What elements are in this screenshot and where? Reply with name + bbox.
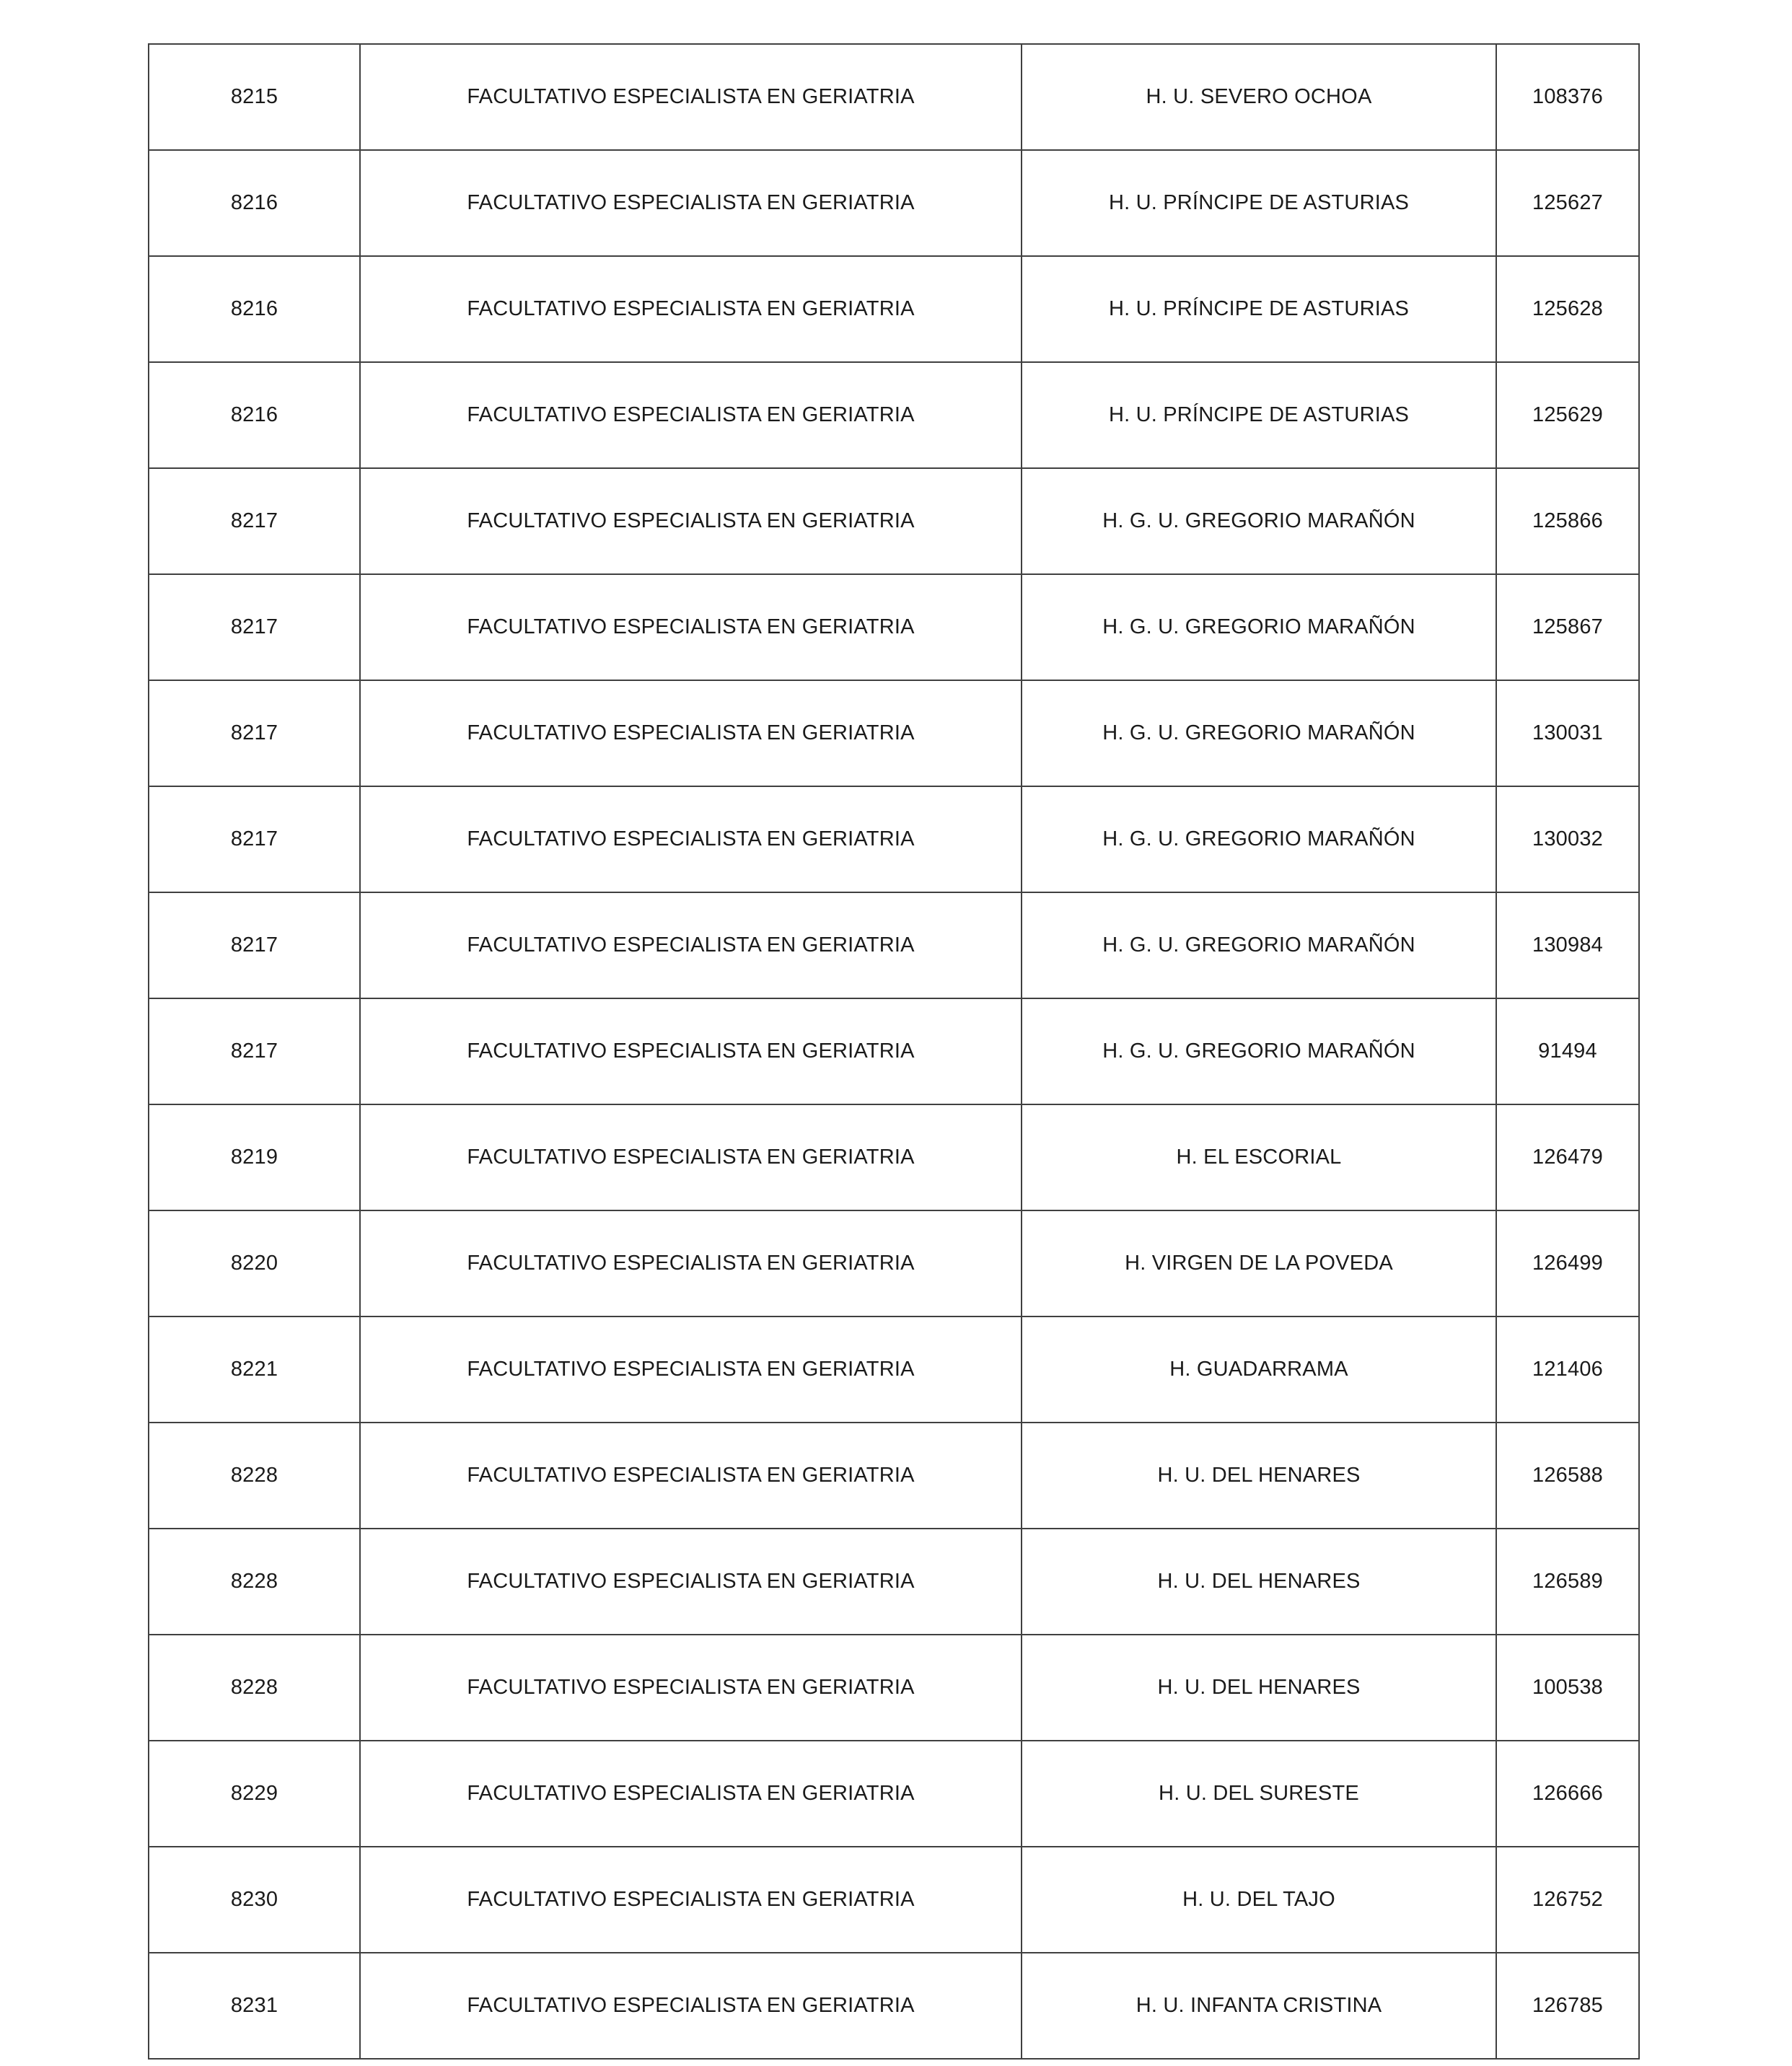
- cell-hospital-name: H. EL ESCORIAL: [1022, 1104, 1496, 1210]
- cell-position-title: FACULTATIVO ESPECIALISTA EN GERIATRIA: [360, 574, 1022, 680]
- cell-hospital-name: H. G. U. GREGORIO MARAÑÓN: [1022, 574, 1496, 680]
- table-row: [149, 1529, 1639, 1635]
- table-row: [149, 1635, 1639, 1741]
- cell-hospital-name: H. G. U. GREGORIO MARAÑÓN: [1022, 998, 1496, 1104]
- cell-plaza-number: 121406: [1496, 1316, 1639, 1423]
- cell-convocatoria-code: 8220: [149, 1210, 360, 1316]
- cell-hospital-name: H. U. DEL SURESTE: [1022, 1741, 1496, 1847]
- cell-plaza-number: 126499: [1496, 1210, 1639, 1316]
- cell-convocatoria-code: 8229: [149, 1741, 360, 1847]
- cell-plaza-number: 130032: [1496, 786, 1639, 892]
- table-row: [149, 150, 1639, 256]
- cell-hospital-name: H. U. DEL HENARES: [1022, 1423, 1496, 1529]
- cell-plaza-number: 100538: [1496, 1635, 1639, 1741]
- cell-plaza-number: 91494: [1496, 998, 1639, 1104]
- cell-position-title: FACULTATIVO ESPECIALISTA EN GERIATRIA: [360, 1635, 1022, 1741]
- cell-position-title: FACULTATIVO ESPECIALISTA EN GERIATRIA: [360, 44, 1022, 150]
- cell-hospital-name: H. U. DEL HENARES: [1022, 1529, 1496, 1635]
- cell-convocatoria-code: 8221: [149, 1316, 360, 1423]
- cell-hospital-name: H. U. PRÍNCIPE DE ASTURIAS: [1022, 150, 1496, 256]
- cell-convocatoria-code: 8231: [149, 1953, 360, 2059]
- cell-plaza-number: 125629: [1496, 362, 1639, 468]
- cell-hospital-name: H. G. U. GREGORIO MARAÑÓN: [1022, 680, 1496, 786]
- cell-plaza-number: 108376: [1496, 44, 1639, 150]
- cell-hospital-name: H. GUADARRAMA: [1022, 1316, 1496, 1423]
- cell-plaza-number: 126479: [1496, 1104, 1639, 1210]
- cell-hospital-name: H. VIRGEN DE LA POVEDA: [1022, 1210, 1496, 1316]
- table-row: [149, 1423, 1639, 1529]
- cell-convocatoria-code: 8219: [149, 1104, 360, 1210]
- cell-convocatoria-code: 8216: [149, 256, 360, 362]
- cell-position-title: FACULTATIVO ESPECIALISTA EN GERIATRIA: [360, 680, 1022, 786]
- table-row: [149, 1316, 1639, 1423]
- cell-position-title: FACULTATIVO ESPECIALISTA EN GERIATRIA: [360, 1741, 1022, 1847]
- cell-plaza-number: 125627: [1496, 150, 1639, 256]
- table-row: [149, 362, 1639, 468]
- cell-convocatoria-code: 8217: [149, 574, 360, 680]
- cell-convocatoria-code: 8217: [149, 680, 360, 786]
- table-row: [149, 1210, 1639, 1316]
- table-row: [149, 1104, 1639, 1210]
- cell-convocatoria-code: 8216: [149, 150, 360, 256]
- table-row: [149, 256, 1639, 362]
- cell-position-title: FACULTATIVO ESPECIALISTA EN GERIATRIA: [360, 1529, 1022, 1635]
- cell-convocatoria-code: 8228: [149, 1635, 360, 1741]
- cell-hospital-name: H. G. U. GREGORIO MARAÑÓN: [1022, 468, 1496, 574]
- vacancies-table-body: [149, 44, 1639, 2059]
- cell-plaza-number: 126752: [1496, 1847, 1639, 1953]
- cell-plaza-number: 130031: [1496, 680, 1639, 786]
- cell-hospital-name: H. G. U. GREGORIO MARAÑÓN: [1022, 892, 1496, 998]
- cell-position-title: FACULTATIVO ESPECIALISTA EN GERIATRIA: [360, 1423, 1022, 1529]
- vacancies-table: [148, 43, 1640, 2060]
- table-row: [149, 680, 1639, 786]
- cell-convocatoria-code: 8228: [149, 1423, 360, 1529]
- cell-plaza-number: 126589: [1496, 1529, 1639, 1635]
- table-row: [149, 998, 1639, 1104]
- cell-plaza-number: 126785: [1496, 1953, 1639, 2059]
- cell-position-title: FACULTATIVO ESPECIALISTA EN GERIATRIA: [360, 892, 1022, 998]
- cell-hospital-name: H. U. PRÍNCIPE DE ASTURIAS: [1022, 362, 1496, 468]
- cell-plaza-number: 125628: [1496, 256, 1639, 362]
- cell-hospital-name: H. U. DEL TAJO: [1022, 1847, 1496, 1953]
- cell-position-title: FACULTATIVO ESPECIALISTA EN GERIATRIA: [360, 256, 1022, 362]
- cell-convocatoria-code: 8230: [149, 1847, 360, 1953]
- table-row: [149, 892, 1639, 998]
- cell-hospital-name: H. U. SEVERO OCHOA: [1022, 44, 1496, 150]
- cell-hospital-name: H. U. INFANTA CRISTINA: [1022, 1953, 1496, 2059]
- cell-plaza-number: 126588: [1496, 1423, 1639, 1529]
- table-row: [149, 1953, 1639, 2059]
- cell-position-title: FACULTATIVO ESPECIALISTA EN GERIATRIA: [360, 1104, 1022, 1210]
- table-row: [149, 1741, 1639, 1847]
- cell-convocatoria-code: 8215: [149, 44, 360, 150]
- cell-position-title: FACULTATIVO ESPECIALISTA EN GERIATRIA: [360, 998, 1022, 1104]
- table-row: [149, 468, 1639, 574]
- cell-convocatoria-code: 8217: [149, 998, 360, 1104]
- cell-position-title: FACULTATIVO ESPECIALISTA EN GERIATRIA: [360, 1953, 1022, 2059]
- cell-plaza-number: 125867: [1496, 574, 1639, 680]
- cell-position-title: FACULTATIVO ESPECIALISTA EN GERIATRIA: [360, 1316, 1022, 1423]
- cell-position-title: FACULTATIVO ESPECIALISTA EN GERIATRIA: [360, 150, 1022, 256]
- cell-position-title: FACULTATIVO ESPECIALISTA EN GERIATRIA: [360, 468, 1022, 574]
- table-row: [149, 1847, 1639, 1953]
- cell-convocatoria-code: 8217: [149, 468, 360, 574]
- cell-hospital-name: H. U. PRÍNCIPE DE ASTURIAS: [1022, 256, 1496, 362]
- cell-position-title: FACULTATIVO ESPECIALISTA EN GERIATRIA: [360, 362, 1022, 468]
- cell-position-title: FACULTATIVO ESPECIALISTA EN GERIATRIA: [360, 1847, 1022, 1953]
- cell-convocatoria-code: 8217: [149, 786, 360, 892]
- cell-position-title: FACULTATIVO ESPECIALISTA EN GERIATRIA: [360, 786, 1022, 892]
- table-row: [149, 574, 1639, 680]
- table-row: [149, 786, 1639, 892]
- cell-hospital-name: H. G. U. GREGORIO MARAÑÓN: [1022, 786, 1496, 892]
- cell-plaza-number: 126666: [1496, 1741, 1639, 1847]
- cell-convocatoria-code: 8216: [149, 362, 360, 468]
- table-row: [149, 44, 1639, 150]
- cell-convocatoria-code: 8228: [149, 1529, 360, 1635]
- cell-plaza-number: 130984: [1496, 892, 1639, 998]
- cell-position-title: FACULTATIVO ESPECIALISTA EN GERIATRIA: [360, 1210, 1022, 1316]
- cell-convocatoria-code: 8217: [149, 892, 360, 998]
- cell-plaza-number: 125866: [1496, 468, 1639, 574]
- cell-hospital-name: H. U. DEL HENARES: [1022, 1635, 1496, 1741]
